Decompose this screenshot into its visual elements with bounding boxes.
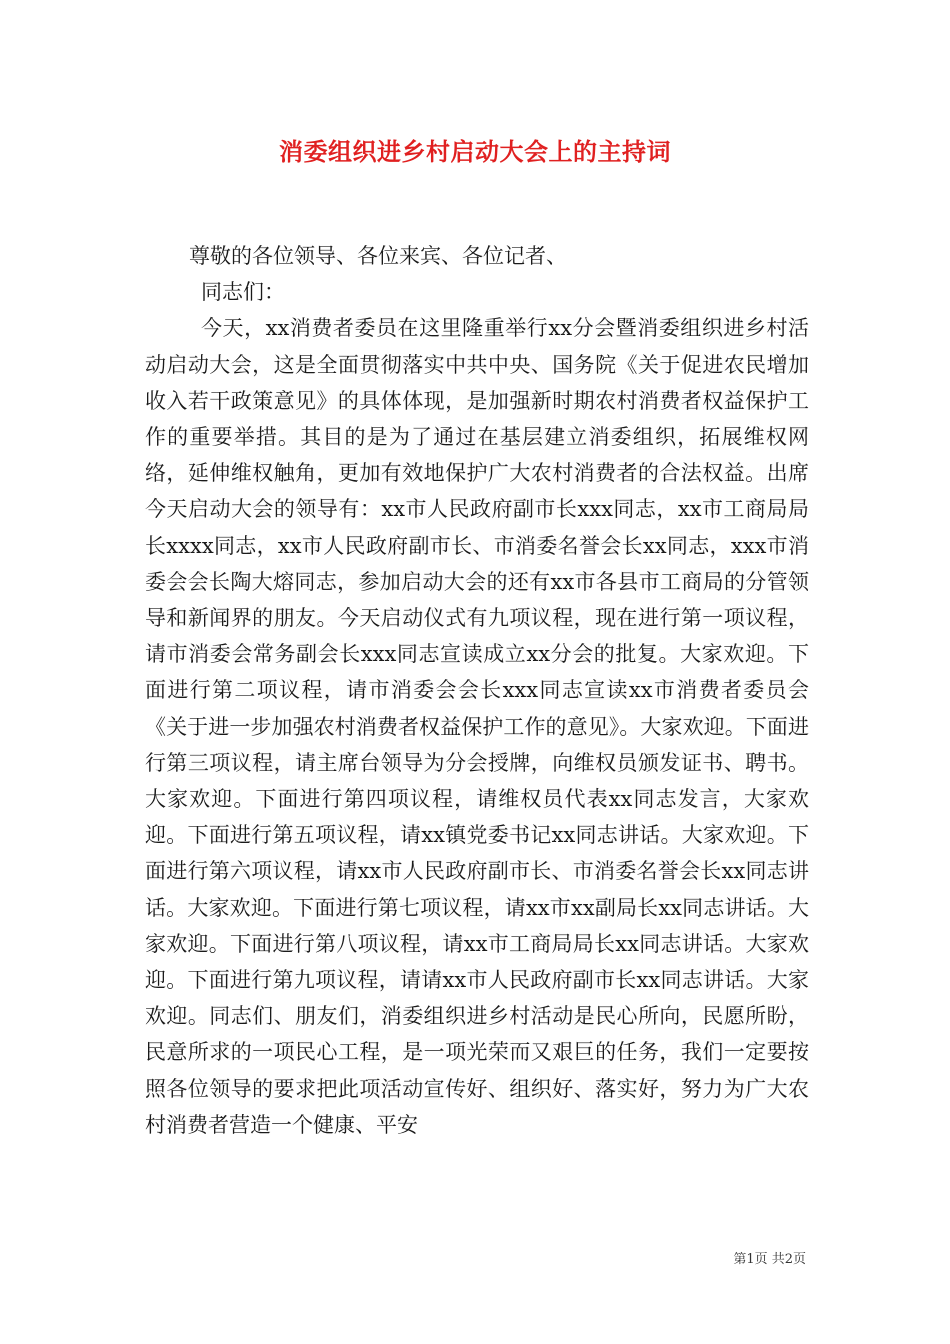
document-title: 消委组织进乡村启动大会上的主持词 [279, 137, 671, 166]
salutation-line-1: 尊敬的各位领导、各位来宾、各位记者、 [189, 244, 567, 268]
body-paragraph: 今天，xx消费者委员在这里隆重举行xx分会暨消委组织进乡村活动启动大会，这是全面贯彻落实中共中央、国务院《关于促进农民增加收入若干政策意见》的具体体现，是加强新时期农村消费者权益保护工作的重要举措。其目的是为了通过在基层建立消委组织，拓展维权网络，延伸维权触角，更加有效地保护广大农村消费者的合法权益。出席今天启动大会的领导有：xx市人民政府副市长xxx同志，xx市工商局局长xxxx同志，xx市人民政府副市长、市消委名誉会长xx同志，xxx市消委会会长陶大熔同志，参加启动大会的还有xx市各县市工商局的分管领导和新闻界的朋友。今天启动仪式有九项议程，现在进行第一项议程，请市消委会常务副会长xxx同志宣读成立xx分会的批复。大家欢迎。下面进行第二项议程，请市消委会会长xxx同志宣读xx市消费者委员会《关于进一步加强农村消费者权益保护工作的意见》。大家欢迎。下面进行第三项议程，请主席台领导为分会授牌，向维权员颁发证书、聘书。大家欢迎。下面进行第四项议程，请维权员代表xx同志发言，大家欢迎。下面进行第五项议程，请xx镇党委书记xx同志讲话。大家欢迎。下面进行第六项议程，请xx市人民政府副市长、市消委名誉会长xx同志讲话。大家欢迎。下面进行第七项议程，请xx市xx副局长xx同志讲话。大家欢迎。下面进行第八项议程，请xx市工商局局长xx同志讲话。大家欢迎。下面进行第九项议程，请请xx市人民政府副市长xx同志讲话。大家欢迎。同志们、朋友们，消委组织进乡村活动是民心所向，民愿所盼，民意所求的一项民心工程，是一项光荣而又艰巨的任务，我们一定要按照各位领导的要求把此项活动宣传好、组织好、落实好，努力为广大农村消费者营造一个健康、平安 [145, 316, 809, 1137]
document-body [145, 238, 809, 1143]
page-number: 第1页 共2页 [733, 1252, 806, 1267]
salutation-line-2: 同志们： [201, 280, 285, 305]
